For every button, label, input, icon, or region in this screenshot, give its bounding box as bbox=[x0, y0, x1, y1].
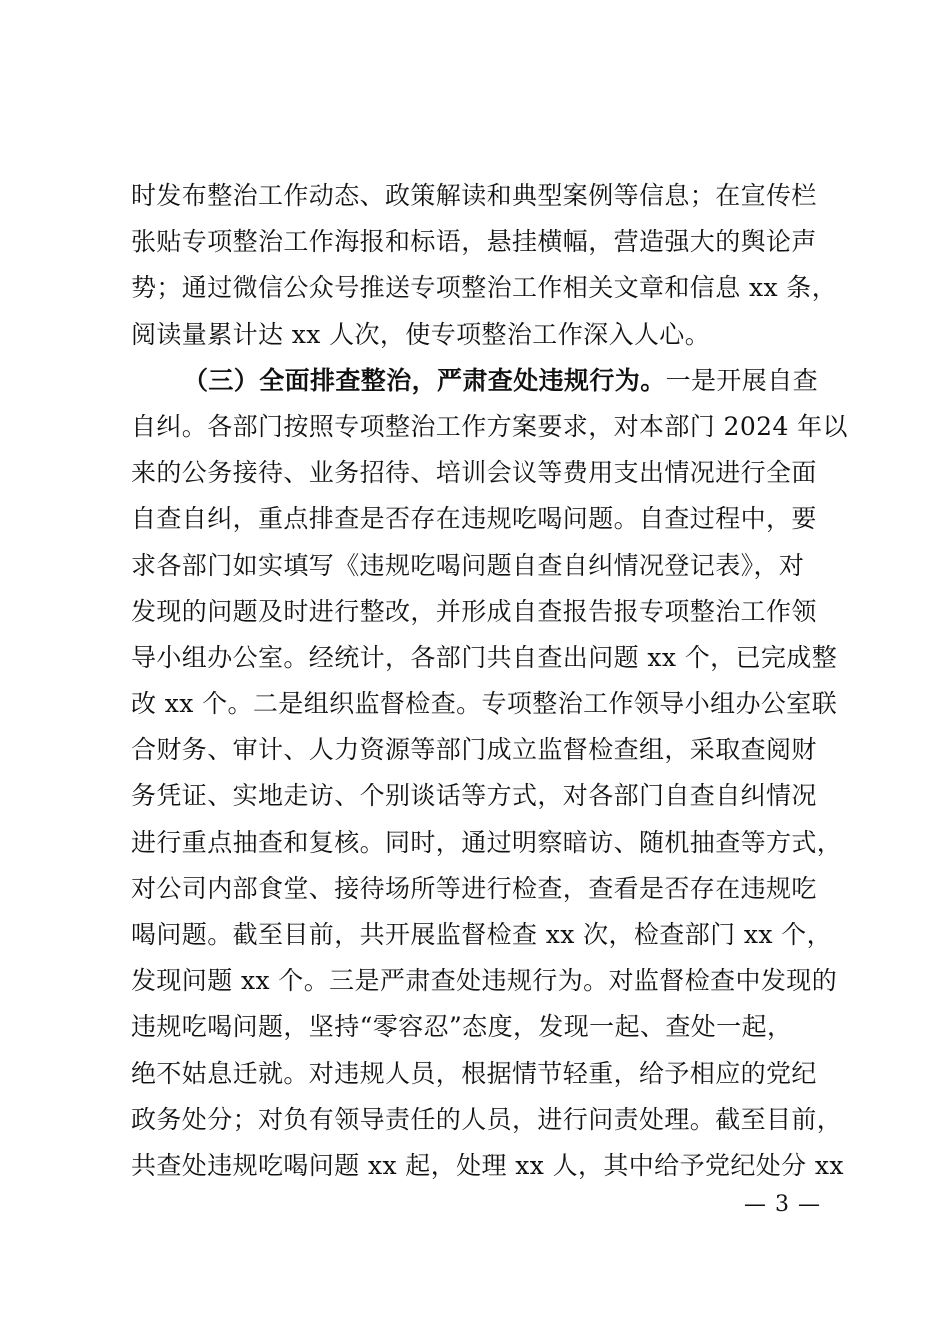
text-line: 自查自纠，重点排查是否存在违规吃喝问题。自查过程中，要 bbox=[131, 504, 817, 534]
body-text bbox=[131, 173, 848, 1189]
text-line: 合财务、审计、人力资源等部门成立监督检查组，采取查阅财 bbox=[131, 735, 817, 765]
text-line: 发现的问题及时进行整改，并形成自查报告报专项整治工作领 bbox=[131, 596, 817, 626]
page-number: — 3 — bbox=[744, 1192, 821, 1217]
text-line: 违规吃喝问题，坚持“零容忍”态度，发现一起、查处一起， bbox=[131, 1012, 793, 1042]
text-line: 喝问题。截至目前，共开展监督检查 xx 次，检查部门 xx 个， bbox=[131, 920, 832, 949]
section-heading-line bbox=[131, 358, 821, 404]
text-line: 对公司内部食堂、接待场所等进行检查，查看是否存在违规吃 bbox=[131, 873, 817, 903]
text-line: 时发布整治工作动态、政策解读和典型案例等信息；在宣传栏 bbox=[131, 181, 817, 210]
text-line: 导小组办公室。经统计，各部门共自查出问题 xx 个，已完成整 bbox=[131, 642, 838, 672]
section-heading-line-rest: 一是开展自查 bbox=[665, 365, 819, 395]
text-line: 求各部门如实填写《违规吃喝问题自查自纠情况登记表》，对 bbox=[131, 550, 805, 580]
text-line: 政务处分；对负有领导责任的人员，进行问责处理。截至目前， bbox=[131, 1104, 843, 1134]
text-line: 自纠。各部门按照专项整治工作方案要求，对本部门 2024 年以 bbox=[131, 411, 848, 441]
text-line: 改 xx 个。二是组织监督检查。专项整治工作领导小组办公室联 bbox=[131, 689, 838, 719]
text-line: 发现问题 xx 个。三是严肃查处违规行为。对监督检查中发现的 bbox=[131, 966, 838, 996]
text-line: 势；通过微信公众号推送专项整治工作相关文章和信息 xx 条， bbox=[131, 273, 838, 303]
text-line: 张贴专项整治工作海报和标语，悬挂横幅，营造强大的舆论声 bbox=[131, 227, 817, 257]
section-heading: （三）全面排查整治，严肃查处违规行为。 bbox=[183, 365, 666, 395]
text-line: 来的公务接待、业务招待、培训会议等费用支出情况进行全面 bbox=[131, 458, 817, 488]
text-line: 共查处违规吃喝问题 xx 起，处理 xx 人，其中给予党纪处分 xx bbox=[131, 1150, 844, 1180]
text-line: 务凭证、实地走访、个别谈话等方式，对各部门自查自纠情况 bbox=[131, 781, 817, 811]
text-line: 绝不姑息迁就。对违规人员，根据情节轻重，给予相应的党纪 bbox=[131, 1058, 817, 1088]
text-line: 进行重点抽查和复核。同时，通过明察暗访、随机抽查等方式， bbox=[131, 827, 843, 857]
text-line: 阅读量累计达 xx 人次，使专项整治工作深入人心。 bbox=[131, 319, 711, 349]
